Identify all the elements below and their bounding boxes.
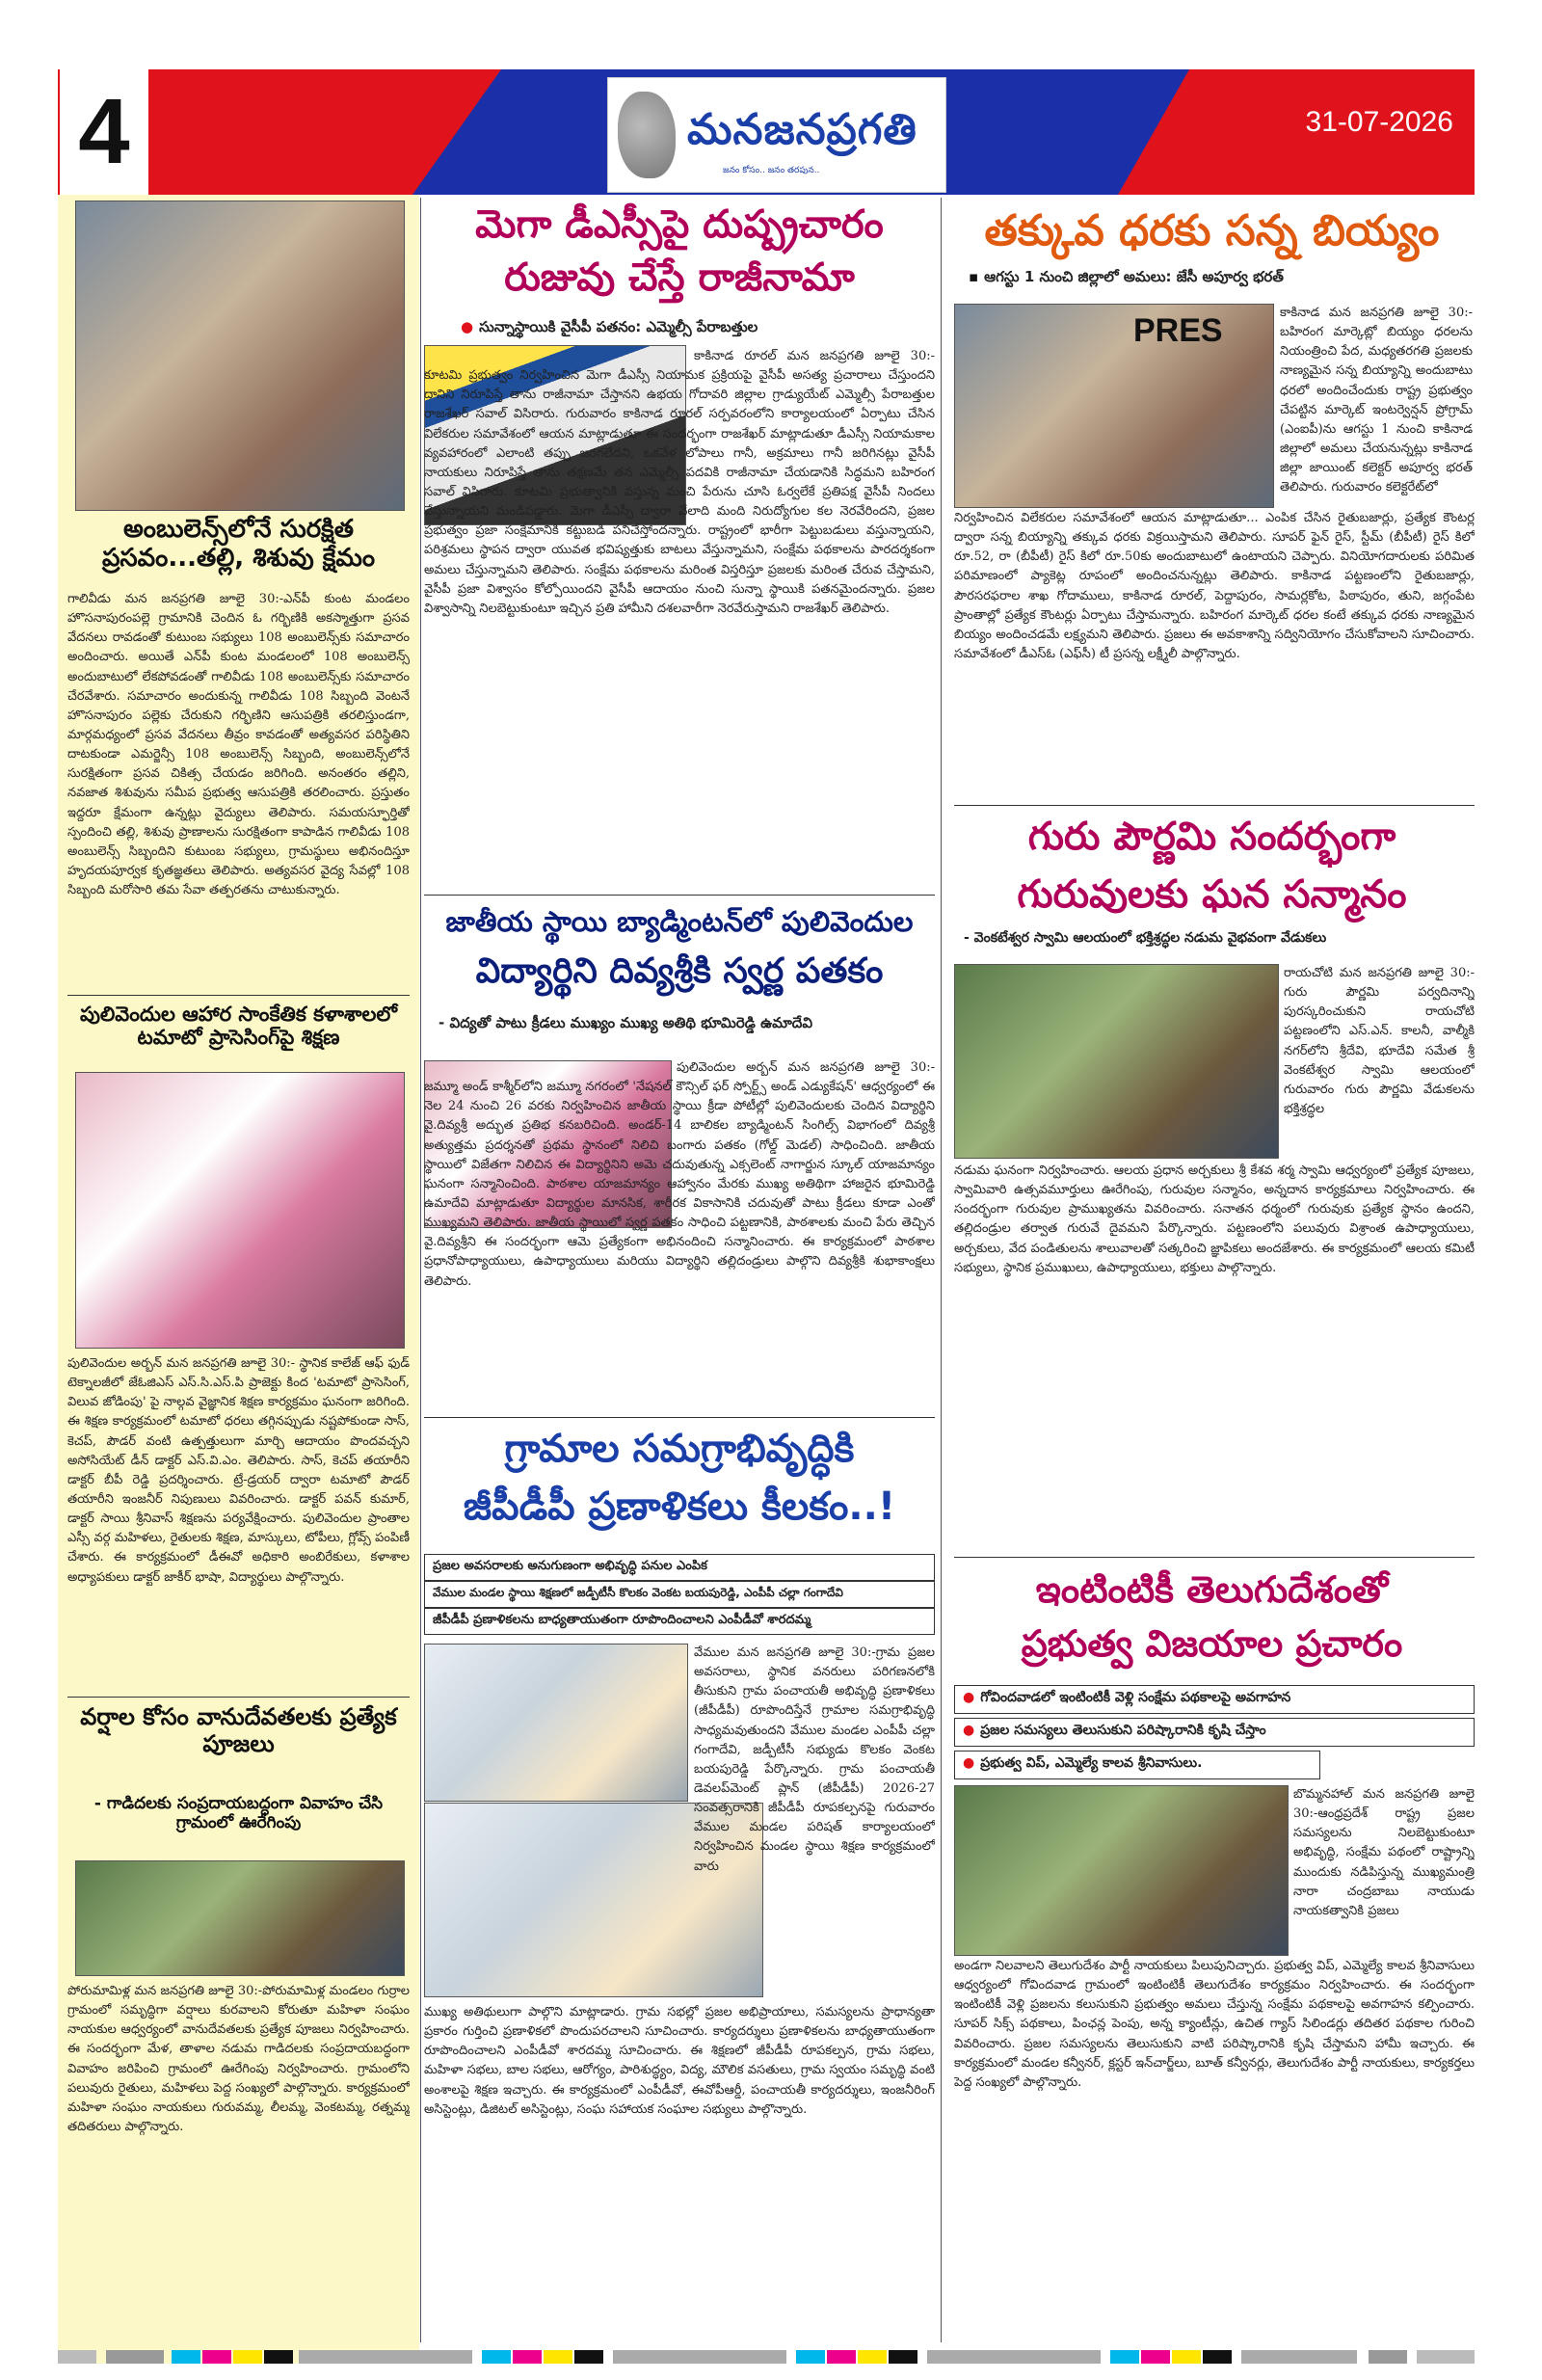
tdp-body-b: అండగా నిలవాలని తెలుగుదేశం పార్టీ నాయకులు పిలుపునిచ్చారు. ప్రభుత్వ విప్, ఎమ్మెల్యే కాలవ శ్రీనివాసులు ఆధ్వర్యంలో గోవిందవాడ గ్రామంలో ఇంటింటికీ తెలుగుదేశం కార్యక్రమం నిర్వహించారు. ఈ సందర్భంగా ఇంటింటికీ వెళ్లి ప్రజలను కలుసుకుని ప్రభుత్వం అమలు చేస్తున్న సంక్షేమ పథకాలపై అవగాహన కల్పించారు. సూపర్ సిక్స్ పథకాలు, పింఛన్ల పెంపు, అన్న క్యాంటీన్లు, ఉచిత గ్యాస్ సిలిండర్లు తదితర పథకాల గురించి వివరించారు. ప్రజల సమస్యలను తెలుసుకుని వాటి పరిష్కారానికి కృషి చేస్తామని హామీ ఇచ్చారు. ఈ కార్యక్రమంలో మండల కన్వీనర్, క్లస్టర్ ఇన్‌చార్జ్‌లు, బూత్ కన్వీనర్లు, తెలుగుదేశం పార్టీ నాయకులు, కార్యకర్తలు పెద్ద సంఖ్యలో పాల్గొన్నారు.	[954, 1959, 1475, 2090]
rice-body-b: నిర్వహించిన విలేకరుల సమావేశంలో ఆయన మాట్లాడుతూ... ఎంపిక చేసిన రైతుబజార్లు, ప్రత్యేక కౌంటర్ల ద్వారా సన్న బియ్యాన్ని తక్కువ ధరకు విక్రయిస్తామని తెలిపారు. సూపర్ ఫైన్ రైస్, స్టీమ్ (బీపీటీ) రైస్ కిలో రూ.52, రా (బీపీటీ) రైస్ కిలో రూ.50కు అందుబాటులో ఉంటాయని చెప్పారు. వినియోగదారులకు పరిమిత పరిమాణంలో ప్యాకెట్ల రూపంలో అందించనున్నట్లు తెలిపారు. కాకినాడ పట్టణంలోని రైతుబజార్లు, పౌరసరఫరాల శాఖ గోదాములు, కాకినాడ రూరల్, పెద్దాపురం, సామర్లకోట, పిఠాపురం, తుని, జగ్గంపేట ప్రాంతాల్లో ప్రత్యేక కౌంటర్లు ఏర్పాటు చేస్తామన్నారు. బహిరంగ మార్కెట్ ధరల కంటే తక్కువ ధరకు నాణ్యమైన బియ్యం అందించడమే లక్ష్యమని తెలిపారు. ప్రజలు ఈ అవకాశాన్ని సద్వినియోగం చేసుకోవాలని సూచించారు. సమావేశంలో డీఎస్‌ఓ (ఎఫ్‌సీ) టీ ప్రసన్న లక్ష్మీలీ పాల్గొన్నారు.	[954, 511, 1475, 661]
tdp-body-a: బొమ్మనహాల్ మన జనప్రగతి జూలై 30:-ఆంధ్రప్రదేశ్ రాష్ట్ర ప్రజల సమస్యలను నిలబెట్టుకుంటూ అభివృద్ధి, సంక్షేమ పథంలో రాష్ట్రాన్ని ముందుకు నడిపిస్తున్న ముఖ్యమంత్రి నారా చంద్రబాబు నాయుడు నాయకత్వానికి ప్రజలు	[1293, 1787, 1475, 1918]
tdp-headline-2: ప్రభుత్వ విజయాల ప్రచారం	[1021, 1622, 1403, 1665]
gpdp-body-b: ముఖ్య అతిథులుగా పాల్గొని మాట్లాడారు. గ్రామ సభల్లో ప్రజల అభిప్రాయాలు, సమస్యలను ప్రాధాన్యతా ప్రకారం గుర్తించి ప్రణాళికలో పొందుపరచాలని సూచించారు. కార్యదర్శులు ప్రణాళికలను బాధ్యతాయుతంగా రూపొందించాలని ఎంపీడీవో శారదమ్మ సూచించారు. ఈ శిక్షణలో జీపీడీపీ రూపకల్పన, గ్రామ సభలు, మహిళా సభలు, బాల సభలు, ఆరోగ్యం, పారిశుద్ధ్యం, విద్య, మౌలిక వసతులు, గ్రామ స్వయం సమృద్ధి వంటి అంశాలపై శిక్షణ ఇచ్చారు. ఈ కార్యక్రమంలో ఎంపీడీవో, ఈవోపీఆర్డీ, పంచాయతీ కార్యదర్శులు, ఇంజనీరింగ్ అసిస్టెంట్లు, డిజిటల్ అసిస్టెంట్లు, సంఘ సహాయక సంఘాల సభ్యులు పాల్గొన్నారు.	[424, 2005, 935, 2117]
rain-subheadline: - గాడిదలకు సంప్రదాయబద్ధంగా వివాహం చేసి గ్రామంలో ఊరేగింపు	[93, 1794, 384, 1832]
guru-body-b: నడుమ ఘనంగా నిర్వహించారు. ఆలయ ప్రధాన అర్చకులు శ్రీ కేశవ శర్మ స్వామి ఆధ్వర్యంలో ప్రత్యేక పూజలు, స్వామివారి ఉత్సవమూర్తులు ఊరేగింపు, గురువుల సన్మానం, అన్నదాన కార్యక్రమాలు నిర్వహించారు. ఈ సందర్భంగా గురువుల ప్రాముఖ్యతను వివరించారు. సనాతన ధర్మంలో గురువుకు ప్రత్యేక స్థానం ఉందని, తల్లిదండ్రుల తర్వాత గురువే దైవమని పేర్కొన్నారు. పట్టణంలోని పలువురు విశ్రాంత ఉపాధ్యాయులు, అర్చకులు, వేద పండితులను శాలువాలతో సత్కరించి జ్ఞాపికలు అందజేశారు. ఈ కార్యక్రమంలో ఆలయ కమిటీ సభ్యులు, స్థానిక ప్రముఖులు, ఉపాధ్యాయులు, భక్తులు పాల్గొన్నారు.	[954, 1163, 1475, 1275]
ambulance-headline: అంబులెన్స్‌లోనే సురక్షిత ప్రసవం...తల్లి, శిశువు క్షేమం	[101, 515, 376, 573]
guru-body-a: రాయచోటి మన జనప్రగతి జూలై 30:-గురు పౌర్ణమి పర్వదినాన్ని పురస్కరించుకుని రాయచోటి పట్టణంలోని ఎస్.ఎన్. కాలనీ, వాల్మీకి నగర్‌లోని శ్రీదేవి, భూదేవి సమేత శ్రీ వెంకటేశ్వర స్వామి ఆలయంలో గురువారం గురు పౌర్ణమి వేడుకలను భక్తిశ్రద్ధల	[1284, 966, 1475, 1116]
rice-body-a: కాకినాడ మన జనప్రగతి జూలై 30:-బహిరంగ మార్కెట్లో బియ్యం ధరలను నియంత్రించి పేద, మధ్యతరగతి ప్రజలకు నాణ్యమైన సన్న బియ్యాన్ని అందుబాటు ధరలో అందించేందుకు రాష్ట్ర ప్రభుత్వం చేపట్టిన మార్కెట్ ఇంటర్వెన్షన్ ప్రోగ్రామ్ (ఎంఐపీ)ను ఆగస్టు 1 నుంచి కాకినాడ జిల్లాలో అమలు చేయనున్నట్లు కాకినాడ జిల్లా జాయింట్ కలెక్టర్ అపూర్వ భరత్ తెలిపారు. గురువారం కలెక్టరేట్‌లో	[1280, 306, 1473, 495]
guru-headline-2: గురువులకు ఘన సన్మానం	[1017, 872, 1407, 917]
divider	[954, 1557, 1475, 1558]
tomato-training-photo	[75, 1072, 405, 1349]
gpdp-training-photo-1	[424, 1644, 688, 1802]
rain-body: పోరుమామిళ్ల మన జనప్రగతి జూలై 30:-పోరుమామిళ్ల మండలం గుర్రాల గ్రామంలో సమృద్ధిగా వర్షాలు కురవాలని కోరుతూ మహిళా సంఘం నాయకుల ఆధ్వర్యంలో వానుదేవతలకు ప్రత్యేక పూజలు నిర్వహించారు. ఈ సందర్భంగా మేళ, తాళాల నడుమ గాడిదలకు సంప్రదాయబద్ధంగా వివాహం జరిపించి గ్రామంలో ఊరేగింపు నిర్వహించారు. గ్రామంలోని పలువురు రైతులు, మహిళలు పెద్ద సంఖ్యలో పాల్గొన్నారు. కార్యక్రమంలో మహిళా సంఘం నాయకులు గురువమ్మ, లీలమ్మ, వెంకటమ్మ, రత్నమ్మ తదితరులు పాల్గొన్నారు.	[67, 1984, 410, 2134]
badminton-subheadline: - విద్యతో పాటు క్రీడలు ముఖ్యం ముఖ్య అతిథి భూమిరెడ్డి ఉమాదేవి	[439, 1014, 813, 1031]
tdp-campaign-photo	[954, 1785, 1289, 1956]
column-separator	[420, 198, 421, 2342]
ambulance-body: గాలివీడు మన జనప్రగతి జూలై 30:-ఎన్‌పీ కుంట మండలం హొసనాపురంపల్లె గ్రామానికి చెందిన ఓ గర్భిణికి అకస్మాత్తుగా ప్రసవ వేదనలు రావడంతో కుటుంబ సభ్యులు 108 అంబులెన్స్‌కు సమాచారం అందించారు. అయితే ఎన్‌పీ కుంట మండలంలో 108 అంబులెన్స్ అందుబాటులో లేకపోవడంతో గాలివీడు 108 అంబులెన్స్‌కు సమాచారం చేరవేశారు. సమాచారం అందుకున్న గాలివీడు 108 సిబ్బంది వెంటనే హొసనాపురం పల్లెకు చేరుకుని గర్భిణిని ఆసుపత్రికి తరలిస్తుండగా, మార్గమధ్యంలో ప్రసవ వేదనలు తీవ్రం కావడంతో అత్యవసర పరిస్థితిని దాటకుండా ఎమర్జెన్సీ 108 అంబులెన్స్ సిబ్బంది, అంబులెన్స్‌లోనే సురక్షితంగా ప్రసవ చికిత్స చేయడం జరిగింది. అనంతరం తల్లిని, నవజాత శిశువును సమీప ప్రభుత్వ ఆసుపత్రికి తరలించారు. ప్రస్తుతం ఇద్దరూ క్షేమంగా ఉన్నట్లు వైద్యులు తెలిపారు. సమయస్ఫూర్తితో స్పందించి తల్లి, శిశువు ప్రాణాలను సురక్షితంగా కాపాడిన గాలివీడు 108 అంబులెన్స్ సిబ్బందిని కుటుంబ సభ్యులు, గ్రామస్థులు అభినందిస్తూ హృదయపూర్వక కృతజ్ఞతలు తెలిపారు. అత్యవసర వైద్య సేవల్లో 108 సిబ్బంది మరోసారి తమ సేవా తత్పరతను చాటుకున్నారు.	[67, 592, 410, 898]
dsc-headline-1: మెగా డీఎస్సీపై దుష్ప్రచారం	[475, 202, 884, 247]
divider	[954, 805, 1475, 806]
rice-subheadline: ▪ ఆగస్టు 1 నుంచి జిల్లాలో అమలు: జేసీ అపూర్వ భరత్	[969, 268, 1470, 289]
rice-headline: తక్కువ ధరకు సన్న బియ్యం	[984, 206, 1440, 255]
guru-headline-1: గురు పౌర్ణమి సందర్భంగా	[1027, 815, 1396, 859]
badminton-body: పులివెందుల అర్బన్ మన జనప్రగతి జూలై 30:-జమ్మూ అండ్ కాశ్మీర్‌లోని జమ్మూ నగరంలో 'నేషనల్ కౌన్సిల్ ఫర్ స్పోర్ట్స్ అండ్ ఎడ్యుకేషన్' ఆధ్వర్యంలో ఈ నెల 24 నుంచి 26 వరకు నిర్వహించిన జాతీయ స్థాయి క్రీడా పోటీల్లో పులివెందులకు చెందిన విద్యార్థిని వై.దివ్యశ్రీ అద్భుత ప్రతిభ కనబరిచింది. అండర్-14 బాలికల బ్యాడ్మింటన్ సింగిల్స్ విభాగంలో దివ్యశ్రీ అత్యుత్తమ ప్రదర్శనతో ప్రథమ స్థానంలో నిలిచి బంగారు పతకం (గోల్డ్ మెడల్) సాధించింది. జాతీయ స్థాయిలో విజేతగా నిలిచిన ఈ విద్యార్థినిని అమె చదువుతున్న ఎక్సలెంట్ నాగార్జున స్కూల్ యాజమాన్యం ఘనంగా సన్మానించింది. పాఠశాల యాజమాన్యం ఆహ్వానం మేరకు ముఖ్య అతిథిగా హాజరైన భూమిరెడ్డి ఉమాదేవి మాట్లాడుతూ విద్యార్థుల మానసిక, శారీరక వికాసానికి చదువుతో పాటు క్రీడలు కూడా ఎంతో ముఖ్యమని తెలిపారు. జాతీయ స్థాయిలో స్వర్ణ పతకం సాధించి పట్టణానికి, పాఠశాలకు మంచి పేరు తెచ్చిన వై.దివ్యశ్రీని ఈ సందర్భంగా ఆమె ప్రత్యేకంగా అభినందించి సన్మానించారు. ఈ కార్యక్రమంలో పాఠశాల ప్రధానోపాధ్యాయులు, ఉపాధ్యాయులు మరియు విద్యార్థిని తల్లిదండ్రులు పాల్గొని దివ్యశ్రీకి శుభాకాంక్షలు తెలిపారు.	[424, 1060, 935, 1289]
paper-tagline: జనం కోసం.. జనం తరపున..	[723, 166, 820, 175]
divider	[67, 1697, 410, 1698]
gpdp-highlight-2: వేముల మండల స్థాయి శిక్షణలో జడ్పీటీసీ కొలకం వెంకట బయపురెడ్డి, ఎంపీపీ చల్లా గంగాదేవి	[424, 1581, 935, 1608]
column-separator	[941, 198, 942, 2342]
gpdp-headline-2: జీపీడీపీ ప్రణాళికలు కీలకం..!	[463, 1484, 896, 1529]
divider	[67, 995, 410, 996]
gpdp-body-a: వేముల మన జనప్రగతి జూలై 30:-గ్రామ ప్రజల అవసరాలు, స్థానిక వనరులు పరిగణనలోకి తీసుకుని గ్రామ పంచాయతీ అభివృద్ధి ప్రణాళికలు (జీపీడీపీ) రూపొందిస్తేనే గ్రామాల సమగ్రాభివృద్ధి సాధ్యమవుతుందని వేముల మండల ఎంపీపీ చల్లా గంగాదేవి, జడ్పీటీసీ సభ్యుడు కొలకం వెంకట బయపురెడ్డి పేర్కొన్నారు. గ్రామ పంచాయతీ డెవలప్‌మెంట్ ప్లాన్ (జీపీడీపీ) 2026-27 సంవత్సరానికి జీపీడీపీ రూపకల్పనపై గురువారం వేముల మండల పరిషత్ కార్యాలయంలో నిర్వహించిన మండల స్థాయి శిక్షణ కార్యక్రమంలో వారు	[694, 1645, 935, 1874]
rice-press-photo	[954, 304, 1274, 508]
badminton-headline-1: జాతీయ స్థాయి బ్యాడ్మింటన్‌లో పులివెందుల	[445, 905, 914, 938]
guru-felicitation-photo	[954, 964, 1279, 1159]
logo-emblem-icon	[618, 92, 676, 178]
divider	[424, 1417, 935, 1418]
gpdp-headline-1: గ్రామాల సమగ్రాభివృద్ధికి	[504, 1427, 855, 1471]
dsc-headline-2: రుజువు చేస్తే రాజీనామా	[504, 255, 855, 300]
paper-name: మనజనప్రగతి	[687, 105, 917, 154]
issue-date: 31-07-2026	[1305, 106, 1453, 138]
badminton-headline-2: విద్యార్థిని దివ్యశ్రీకి స్వర్ణ పతకం	[475, 951, 884, 991]
gpdp-highlight-3: జీపీడీపీ ప్రణాళికలను బాధ్యతాయుతంగా రూపొందించాలని ఎంపీడీవో శారదమ్మ	[424, 1608, 935, 1635]
tdp-highlight-3: ● ప్రభుత్వ విప్, ఎమ్మెల్యే కాలవ శ్రీనివాసులు.	[954, 1751, 1320, 1779]
press-banner-text: PRES	[1133, 312, 1223, 349]
tdp-highlight-1: ● గోవిందవాడలో ఇంటింటికీ వెళ్లి సంక్షేమ పథకాలపై అవగాహన	[954, 1685, 1475, 1714]
tdp-headline-1: ఇంటింటికీ తెలుగుదేశంతో	[1035, 1568, 1389, 1611]
tdp-highlight-2: ● ప్రజల సమస్యలు తెలుసుకుని పరిష్కారానికి కృషి చేస్తాం	[954, 1718, 1475, 1747]
ambulance-photo	[75, 201, 405, 511]
tomato-headline: పులివెందుల ఆహార సాంకేతిక కళాశాలలో టమాటో ప్రాసెసింగ్‌పై శిక్షణ	[79, 1003, 398, 1050]
dsc-subheadline: ● సున్నాస్థాయికి వైసీపీ పతనం: ఎమ్మెల్సీ పేరాబత్తుల	[461, 318, 923, 339]
rain-ritual-photo	[75, 1860, 405, 1976]
divider	[424, 895, 935, 896]
rain-headline: వర్షాల కోసం వానుదేవతలకు ప్రత్యేక పూజలు	[80, 1703, 397, 1757]
tomato-body: పులివెందుల అర్బన్ మన జనప్రగతి జూలై 30:- స్థానిక కాలేజ్ ఆఫ్ ఫుడ్ టెక్నాలజీలో జేఓజిఎస్ ఎస్.సి.ఎస్.పి ప్రాజెక్టు కింద 'టమాటో ప్రాసెసింగ్, విలువ జోడింపు' పై నాల్గవ వైజ్ఞానిక శిక్షణ కార్యక్రమం ఘనంగా జరిగింది. ఈ శిక్షణ కార్యక్రమంలో టమాటో ధరలు తగ్గినప్పుడు నష్టపోకుండా సాస్, కెచప్, పౌడర్ వంటి ఉత్పత్తులుగా మార్చి ఆదాయం పొందవచ్చని అసోసియేట్ డీన్ డాక్టర్ ఎస్.వి.ఎం. తెలిపారు. సాస్, కెచప్ తయారీని డాక్టర్ బీపీ రెడ్డి ప్రదర్శించారు. ట్రే-డ్రయర్ ద్వారా టమాటో పౌడర్ తయారీని ఇంజనీర్ నిపుణులు వివరించారు. డాక్టర్ పవన్ కుమార్, డాక్టర్ సాయి శ్రీనివాస్ శిక్షణను పర్యవేక్షించారు. పులివెందుల ప్రాంతాల ఎస్సీ వర్గ మహిళలు, రైతులకు శిక్షణ, మాస్కులు, టోపీలు, గ్లోవ్స్ పంపిణీ చేశారు. ఈ కార్యక్రమంలో డీఈవో అధికారి అంబిరేకులు, కళాశాల అధ్యాపకులు డాక్టర్ జాకీర్ భాషా, విద్యార్థులు పాల్గొన్నారు.	[67, 1356, 410, 1585]
gpdp-highlight-1: ప్రజల అవసరాలకు అనుగుణంగా అభివృద్ధి పనుల ఎంపిక	[424, 1554, 935, 1581]
dsc-body: కాకినాడ రూరల్ మన జనప్రగతి జూలై 30:-కూటమి ప్రభుత్వం నిర్వహించిన మెగా డీఎస్సీ నియామక ప్రక్రియపై వైసీపీ అసత్య ప్రచారాలు చేస్తుందని దానిని నిరూపిస్తే తాను రాజీనామా చేస్తానని ఉభయ గోదావరి జిల్లాల గ్రాడ్యుయేట్ ఎమ్మెల్సీ పేరాబత్తుల రాజశేఖర్ సవాల్ విసిరారు. గురువారం కాకినాడ రూరల్ సర్పవరంలోని కార్యాలయంలో ఏర్పాటు చేసిన విలేకరుల సమావేశంలో ఆయన మాట్లాడుతూ ఈ సందర్భంగా రాజశేఖర్ మాట్లాడుతూ డీఎస్సీ నియామకాల వ్యవహారంలో ఎలాంటి తప్పు జరగలేదని, ఒకవేళ లోపాలు గానీ, అక్రమాలు గానీ జరిగినట్లు వైసీపీ నాయకులు నిరూపిస్తే తాను తక్షణమే తన ఎమ్మెల్సీ పదవికి రాజీనామా చేయడానికి సిద్ధమని బహిరంగ సవాల్ విసిరారు. కూటమి ప్రభుత్వానికి వస్తున్న మంచి పేరును చూసి ఓర్వలేకే ప్రతిపక్ష వైసీపీ నిందలు వేస్తున్నాయని మండిపడ్డారు. మెగా డీఎస్సీ ద్వారా వేలాది మంది నిరుద్యోగుల కల నెరవేరిందని, ప్రజల ప్రభుత్వం ప్రజా సంక్షేమానికి కట్టుబడి పనిచేస్తోందన్నారు. రాష్ట్రంలో భారీగా పెట్టుబడులు వస్తున్నాయని, పరిశ్రమలు స్థాపన ద్వారా యువత భవిష్యత్తుకు బాటలు వేస్తున్నామని, సంక్షేమ పథకాలను పారదర్శకంగా అమలు చేస్తున్నామని తెలిపారు. సంక్షేమ పథకాలను మరింత విస్తరిస్తూ ప్రజలకు మరింత చేరువ చేస్తామని, వైసీపీ ప్రజా విశ్వాసం కోల్పోయిందని వైసీపీ ఆదాయం నుంచి సున్నా స్థాయికి పతనమైందన్నారు. ప్రజల విశ్వాసాన్ని నిలబెట్టుకుంటూ ఇచ్చిన ప్రతి హామీని దశలవారీగా నెరవేరుస్తామని రాజశేఖర్ తెలిపారు.	[424, 349, 935, 616]
guru-subheadline: - వెంకటేశ్వర స్వామి ఆలయంలో భక్తిశ్రద్ధల నడుమ వైభవంగా వేడుకలు	[964, 930, 1327, 946]
page-number: 4	[60, 69, 148, 195]
